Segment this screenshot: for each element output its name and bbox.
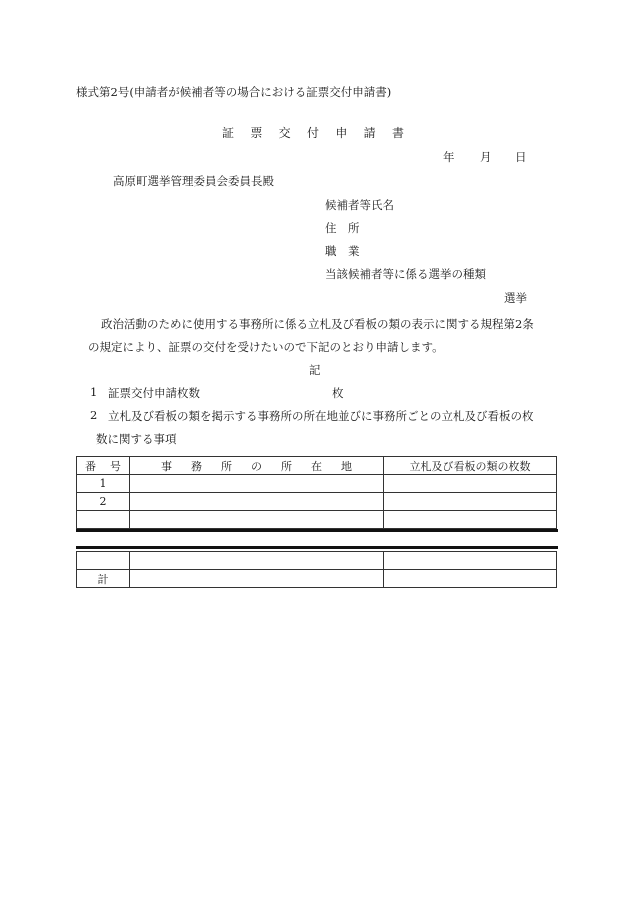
header-location-char: 所 bbox=[281, 459, 292, 473]
total-label: 計 bbox=[77, 570, 130, 588]
applicant-occupation-label: 職 業 bbox=[325, 244, 360, 258]
total-count-cell[interactable] bbox=[384, 570, 557, 588]
election-type-label: 当該候補者等に係る選挙の種類 bbox=[325, 267, 486, 281]
header-number-char: 号 bbox=[110, 459, 121, 473]
header-location-char: 事 bbox=[161, 459, 172, 473]
document-title bbox=[222, 124, 404, 141]
date-year: 年 bbox=[443, 150, 455, 164]
table-break-line-top bbox=[76, 529, 558, 532]
table-row bbox=[77, 511, 557, 529]
table-total-row bbox=[77, 570, 557, 588]
row-location-cell[interactable] bbox=[130, 475, 384, 493]
body-text-line-2: の規定により、証票の交付を受けたいので下記のとおり申請します。 bbox=[88, 340, 444, 354]
header-count: 立札及び看板の類の枚数 bbox=[384, 457, 557, 475]
header-number bbox=[77, 457, 130, 475]
row-count-cell[interactable] bbox=[384, 493, 557, 511]
title-char: 請 bbox=[363, 126, 376, 140]
row-count-cell[interactable] bbox=[384, 552, 557, 570]
applicant-address-label: 住 所 bbox=[325, 221, 360, 235]
row-location-cell[interactable] bbox=[130, 511, 384, 529]
title-char: 付 bbox=[306, 126, 319, 140]
row-location-cell[interactable] bbox=[130, 493, 384, 511]
date-day: 日 bbox=[515, 150, 527, 164]
row-count-cell[interactable] bbox=[384, 511, 557, 529]
total-location-cell bbox=[130, 570, 384, 588]
applicant-name-label: 候補者等氏名 bbox=[325, 198, 394, 212]
table-row bbox=[77, 493, 557, 511]
table-header-row bbox=[77, 457, 557, 475]
title-char: 証 bbox=[222, 126, 235, 140]
election-suffix: 選挙 bbox=[504, 291, 527, 305]
item2-line-1: 立札及び看板の類を掲示する事務所の所在地並びに事務所ごとの立札及び看板の枚 bbox=[108, 409, 534, 423]
office-table bbox=[76, 456, 557, 529]
ki-heading: 記 bbox=[309, 363, 321, 377]
header-location-char: の bbox=[251, 459, 262, 473]
header-location-char: 地 bbox=[341, 459, 352, 473]
date-month: 月 bbox=[480, 150, 492, 164]
body-text-line-1: 政治活動のために使用する事務所に係る立札及び看板の類の表示に関する規程第2条 bbox=[101, 317, 534, 331]
office-table-continued bbox=[76, 551, 557, 588]
header-location-char: 務 bbox=[191, 459, 202, 473]
row-number: 2 bbox=[77, 493, 130, 511]
table-row bbox=[77, 475, 557, 493]
table-row bbox=[77, 552, 557, 570]
form-label: 様式第2号(申請者が候補者等の場合における証票交付申請書) bbox=[76, 85, 392, 99]
row-number: 1 bbox=[77, 475, 130, 493]
row-location-cell[interactable] bbox=[130, 552, 384, 570]
row-number bbox=[77, 552, 130, 570]
table-break-line-bottom bbox=[76, 546, 558, 549]
row-number bbox=[77, 511, 130, 529]
title-char: 書 bbox=[391, 126, 404, 140]
item1-number: 1 bbox=[90, 385, 98, 399]
header-location-char: 在 bbox=[311, 459, 322, 473]
item1-unit: 枚 bbox=[332, 386, 344, 400]
title-char: 票 bbox=[250, 126, 263, 140]
title-char: 交 bbox=[278, 126, 291, 140]
item2-line-2: 数に関する事項 bbox=[96, 432, 177, 446]
header-location-char: 所 bbox=[221, 459, 232, 473]
item1-label: 証票交付申請枚数 bbox=[108, 386, 200, 400]
title-char: 申 bbox=[335, 126, 348, 140]
row-count-cell[interactable] bbox=[384, 475, 557, 493]
header-location bbox=[130, 457, 384, 475]
addressee: 高原町選挙管理委員会委員長殿 bbox=[113, 174, 274, 188]
header-number-char: 番 bbox=[85, 459, 96, 473]
item2-number: 2 bbox=[90, 408, 98, 422]
